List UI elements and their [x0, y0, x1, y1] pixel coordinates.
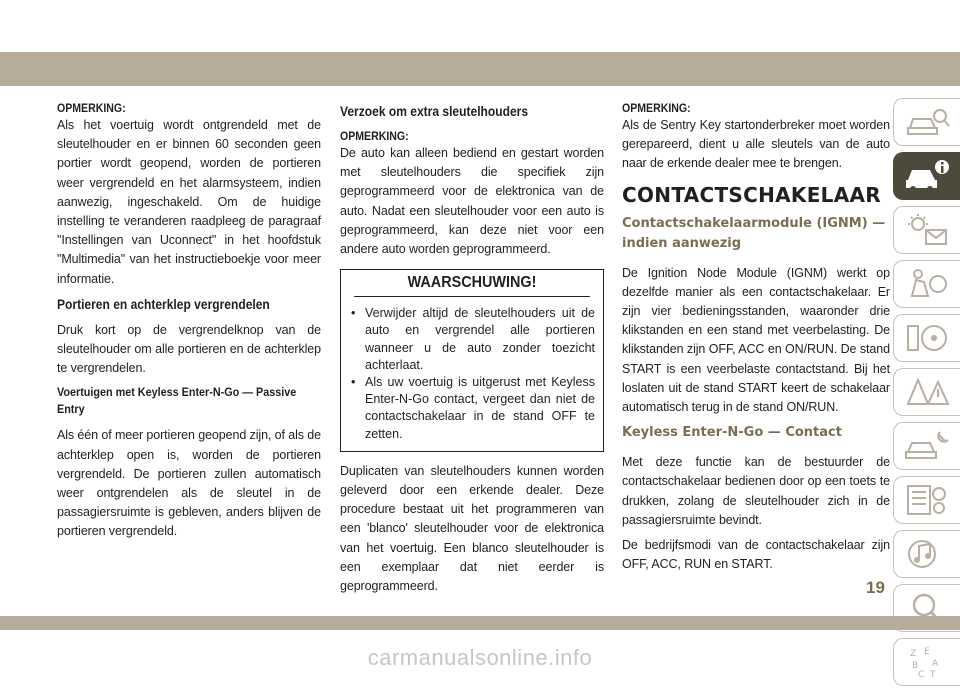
svg-text:T: T — [930, 670, 936, 680]
note-text: Als de Sentry Key startonderbreker moet worden gerepareerd, dient u alle sleutels van de auto naar de erkende dealer mee te brengen. — [622, 118, 890, 171]
svg-text:C: C — [918, 670, 925, 680]
column-2 — [340, 100, 604, 602]
warning-item: • Verwijder altijd de sleutelhouders uit de auto en vergrendel alle portieren wanneer u de auto zonder toezicht achterlaat. — [351, 306, 595, 372]
list-settings-icon — [904, 482, 950, 518]
page-number: 19 — [866, 578, 885, 597]
tab-seat-airbag[interactable] — [893, 260, 960, 308]
tab-steering-fuel[interactable] — [893, 314, 960, 362]
chapter-title: CONTACTSCHAKELAAR — [622, 182, 881, 207]
section-heading-lock: Portieren en achterklep vergrendelen — [57, 295, 270, 312]
paragraph: De Ignition Node Module (IGNM) werkt op dezelfde manier als een contactschakelaar. Er zijn vier bedieningsstanden, waaronder drie klikstanden en een stand met veerbelasting. De klikstanden zijn OFF, ACC en ON/RUN. De stand START is een veerbelaste contactstand. Bij het loslaten uit de stand START keert de schakelaar automatisch terug in de stand ON/RUN. — [622, 265, 890, 415]
light-message-icon — [904, 212, 950, 248]
top-band — [0, 52, 960, 86]
car-info-icon — [904, 158, 950, 194]
steering-fuel-icon — [904, 320, 950, 356]
bullet: • — [351, 375, 356, 390]
tab-list-settings[interactable] — [893, 476, 960, 524]
paragraph: Met deze functie kan de bestuurder de contactschakelaar bedienen door op een toets te drukken, zolang de sleutelhouder zich in de passagiersruimte bevindt. — [622, 455, 890, 527]
tab-music-navigation[interactable] — [893, 530, 960, 578]
paragraph: Druk kort op de vergrendelknop van de sleutelhouder om alle portieren en de achterklep te vergrendelen. — [57, 322, 321, 376]
svg-text:A: A — [932, 659, 939, 669]
warning-road-icon — [904, 374, 950, 410]
car-wrench-icon — [904, 428, 950, 464]
note-label: OPMERKING: — [57, 101, 126, 115]
note-label: OPMERKING: — [622, 101, 691, 115]
warning-title: WAARSCHUWING! — [354, 270, 590, 297]
paragraph: Als één of meer portieren geopend zijn, of als de achterklep open is, worden de portieren vergrendeld. De portieren zullen automatisch weer ontgrendelen als de sleutel in de passagiersruimte is gebleven, anders blijven de portieren vergrendeld. — [57, 428, 322, 539]
bullet: • — [351, 306, 356, 321]
note-text: De auto kan alleen bediend en gestart worden met sleutelhouders die specifiek zijn geprogrammeerd voor de elektronica van de auto. Nadat een sleutelhouder voor een auto is geprogrammeerd, kan deze niet voor een andere auto worden geprogrammeerd. — [340, 146, 604, 257]
svg-text:B: B — [912, 661, 919, 671]
watermark: carmanualsonline.info — [367, 645, 593, 670]
tab-car-search[interactable] — [893, 98, 960, 146]
subheading-keyless: Voertuigen met Keyless Enter-N-Go — Passive Entry — [57, 385, 297, 417]
section-heading-extra-keys: Verzoek om extra sleutelhouders — [340, 103, 529, 119]
section-heading-keyless-contact: Keyless Enter-N-Go — Contact — [622, 425, 842, 441]
chapter-tabs — [893, 98, 960, 692]
bottom-band — [0, 616, 960, 630]
seat-airbag-icon — [904, 266, 950, 302]
tab-car-info[interactable] — [893, 152, 960, 200]
svg-text:Z: Z — [910, 649, 917, 659]
paragraph: Duplicaten van sleutelhouders kunnen worden geleverd door een erkende dealer. Deze procedure bestaat uit het programmeren van een 'blanco' sleutelhouder voor de elektronica van het voertuig. Een blanco sleutelhouder is een exemplaar dat niet eerder is geprogrammeerd. — [340, 463, 604, 594]
column-1 — [57, 100, 321, 548]
column-3 — [622, 100, 890, 580]
section-heading-ignm: Contactschakelaarmodule (IGNM) — indien aanwezig — [622, 215, 886, 251]
music-navigation-icon — [904, 536, 950, 572]
note-label: OPMERKING: — [340, 129, 409, 143]
tab-light-message[interactable] — [893, 206, 960, 254]
tab-car-wrench[interactable] — [893, 422, 960, 470]
tab-warning-road[interactable] — [893, 368, 960, 416]
warning-box — [340, 269, 604, 452]
note-text: Als het voertuig wordt ontgrendeld met de sleutelhouder en er binnen 60 seconden geen portier wordt geopend, worden de portieren weer vergrendeld en het alarmsysteem, indien aanwezig, ingeschakeld. Om de huidige instelling te veranderen raadpleeg de paragraaf "Instellingen van Uconnect" in het hoofdstuk "Multimedia" van het instructieboekje voor meer informatie. — [57, 118, 321, 286]
svg-text:E: E — [924, 647, 930, 657]
warning-item: • Als uw voertuig is uitgerust met Keyless Enter-N-Go contact, vergeet dan niet de contactschakelaar in de stand OFF te zetten. — [351, 375, 595, 441]
paragraph: De bedrijfsmodi van de contactschakelaar zijn OFF, ACC, RUN en START. — [622, 538, 890, 572]
car-search-icon — [904, 104, 950, 140]
